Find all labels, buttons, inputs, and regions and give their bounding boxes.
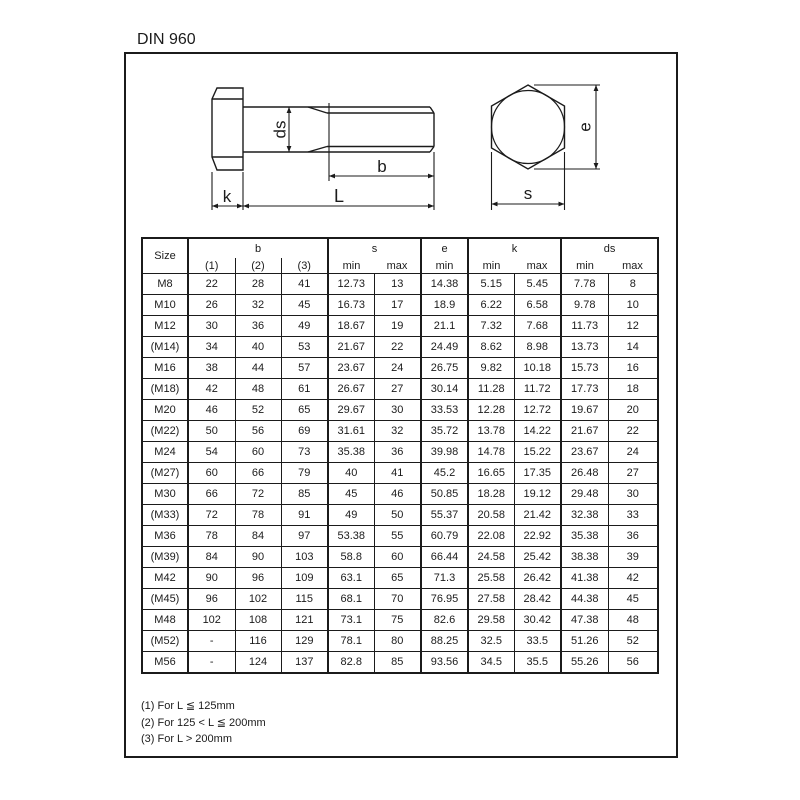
table-cell: 8.98 — [514, 337, 561, 358]
table-cell: 21.67 — [561, 421, 608, 442]
thread-runout — [308, 147, 327, 153]
table-cell: 44 — [235, 358, 281, 379]
col-header-b1: (1) — [188, 258, 235, 274]
table-row — [142, 652, 658, 674]
col-header-b2: (2) — [235, 258, 281, 274]
table-cell: 13 — [374, 274, 421, 295]
table-cell: 13.73 — [561, 337, 608, 358]
table-cell: 22 — [374, 337, 421, 358]
table-cell: 27.58 — [468, 589, 514, 610]
table-cell: 26 — [188, 295, 235, 316]
table-row — [142, 337, 658, 358]
table-cell: 61 — [281, 379, 328, 400]
table-cell: 90 — [188, 568, 235, 589]
table-cell: 21.67 — [328, 337, 374, 358]
table-cell: 75 — [374, 610, 421, 631]
table-row — [142, 274, 658, 295]
table-cell: M24 — [142, 442, 188, 463]
table-cell: M8 — [142, 274, 188, 295]
table-cell: 10.18 — [514, 358, 561, 379]
hex-outline — [492, 85, 565, 169]
table-cell: 44.38 — [561, 589, 608, 610]
table-row — [142, 316, 658, 337]
page-title: DIN 960 — [137, 31, 196, 48]
table-cell: 48 — [608, 610, 658, 631]
table-cell: 9.82 — [468, 358, 514, 379]
table-row — [142, 358, 658, 379]
table-cell: 121 — [281, 610, 328, 631]
table-cell: M56 — [142, 652, 188, 674]
table-cell: 116 — [235, 631, 281, 652]
footnote-1: (1) For L ≦ 125mm — [141, 700, 235, 712]
table-cell: 55.26 — [561, 652, 608, 674]
col-header-b: b — [188, 238, 328, 258]
table-cell: 50 — [374, 505, 421, 526]
table-cell: 70 — [374, 589, 421, 610]
table-cell: 60 — [235, 442, 281, 463]
col-header-size: Size — [154, 250, 176, 262]
col-header-e-min: min — [421, 258, 468, 274]
table-cell: 22.08 — [468, 526, 514, 547]
table-cell: (M22) — [142, 421, 188, 442]
table-cell: 47.38 — [561, 610, 608, 631]
thread-runout — [308, 107, 327, 113]
footnotes — [141, 698, 266, 748]
table-cell: (M14) — [142, 337, 188, 358]
table-cell: 30.42 — [514, 610, 561, 631]
table-cell: 96 — [235, 568, 281, 589]
table-cell: 97 — [281, 526, 328, 547]
table-cell: 49 — [328, 505, 374, 526]
table-cell: 35.5 — [514, 652, 561, 674]
dim-label-L: L — [333, 186, 345, 206]
table-cell: 30.14 — [421, 379, 468, 400]
side-view-arrowheads — [212, 107, 434, 208]
table-cell: 36 — [608, 526, 658, 547]
dim-label-s: s — [523, 184, 533, 203]
table-cell: 9.78 — [561, 295, 608, 316]
table-cell: 84 — [188, 547, 235, 568]
table-cell: 40 — [328, 463, 374, 484]
table-row — [142, 484, 658, 505]
footnote-2: (2) For 125 < L ≦ 200mm — [141, 716, 266, 729]
table-cell: 26.42 — [514, 568, 561, 589]
table-cell: 52 — [235, 400, 281, 421]
table-row — [142, 421, 658, 442]
table-cell: 34 — [188, 337, 235, 358]
table-cell: 24.49 — [421, 337, 468, 358]
table-cell: 45 — [281, 295, 328, 316]
table-cell: 46 — [374, 484, 421, 505]
dim-label-b: b — [377, 157, 387, 176]
table-cell: 76.95 — [421, 589, 468, 610]
table-cell: 32.38 — [561, 505, 608, 526]
table-cell: 12 — [608, 316, 658, 337]
table-cell: 108 — [235, 610, 281, 631]
table-cell: 50.85 — [421, 484, 468, 505]
table-cell: 24 — [374, 358, 421, 379]
table-cell: 73 — [281, 442, 328, 463]
table-cell: 53 — [281, 337, 328, 358]
table-cell: 63.1 — [328, 568, 374, 589]
table-cell: (M33) — [142, 505, 188, 526]
table-cell: 88.25 — [421, 631, 468, 652]
table-cell: 45 — [328, 484, 374, 505]
table-cell: 42 — [188, 379, 235, 400]
table-cell: 14.38 — [421, 274, 468, 295]
table-cell: 24 — [608, 442, 658, 463]
table-cell: 56 — [608, 652, 658, 674]
inscribed-circle — [492, 91, 565, 164]
table-cell: 30 — [374, 400, 421, 421]
table-cell: 91 — [281, 505, 328, 526]
table-cell: 41.38 — [561, 568, 608, 589]
table-cell: 22 — [188, 274, 235, 295]
table-cell: 26.48 — [561, 463, 608, 484]
dim-label-e: e — [575, 122, 595, 132]
table-cell: 31.61 — [328, 421, 374, 442]
table-cell: - — [188, 631, 235, 652]
table-cell: 28.42 — [514, 589, 561, 610]
table-cell: 29.67 — [328, 400, 374, 421]
table-cell: 33 — [608, 505, 658, 526]
end-view-arrowheads — [492, 85, 599, 206]
table-cell: 5.15 — [468, 274, 514, 295]
table-cell: 32 — [374, 421, 421, 442]
dim-label-k: k — [222, 187, 232, 206]
table-cell: 115 — [281, 589, 328, 610]
table-cell: M30 — [142, 484, 188, 505]
table-cell: 16.73 — [328, 295, 374, 316]
table-cell: 14 — [608, 337, 658, 358]
table-cell: 65 — [374, 568, 421, 589]
table-cell: 102 — [235, 589, 281, 610]
table-row — [142, 568, 658, 589]
table-cell: 78 — [188, 526, 235, 547]
table-cell: 15.73 — [561, 358, 608, 379]
table-cell: 21.42 — [514, 505, 561, 526]
table-cell: 22.92 — [514, 526, 561, 547]
table-cell: 129 — [281, 631, 328, 652]
table-cell: 26.75 — [421, 358, 468, 379]
dim-label-ds: ds — [270, 120, 290, 139]
col-header-s: s — [328, 238, 421, 258]
table-cell: 11.72 — [514, 379, 561, 400]
table-cell: 52 — [608, 631, 658, 652]
col-header-ds-min: min — [561, 258, 608, 274]
table-cell: 6.22 — [468, 295, 514, 316]
bolt-side-view — [212, 88, 434, 170]
size-table-body — [142, 274, 658, 674]
table-cell: 124 — [235, 652, 281, 674]
table-cell: 35.72 — [421, 421, 468, 442]
table-cell: 8 — [608, 274, 658, 295]
table-cell: 103 — [281, 547, 328, 568]
end-view-dimensions — [492, 85, 601, 210]
table-cell: 60 — [188, 463, 235, 484]
table-cell: 5.45 — [514, 274, 561, 295]
table-row — [142, 379, 658, 400]
table-cell: 28 — [235, 274, 281, 295]
table-cell: 93.56 — [421, 652, 468, 674]
table-row — [142, 589, 658, 610]
table-cell: 12.73 — [328, 274, 374, 295]
table-cell: 25.42 — [514, 547, 561, 568]
table-cell: 23.67 — [561, 442, 608, 463]
table-cell: 24.58 — [468, 547, 514, 568]
table-cell: 16 — [608, 358, 658, 379]
table-cell: 66.44 — [421, 547, 468, 568]
table-cell: 27 — [608, 463, 658, 484]
dimension-table — [141, 237, 659, 674]
table-cell: 23.67 — [328, 358, 374, 379]
table-cell: 19.67 — [561, 400, 608, 421]
table-cell: 17.35 — [514, 463, 561, 484]
table-cell: 19 — [374, 316, 421, 337]
table-cell: 38 — [188, 358, 235, 379]
table-cell: 19.12 — [514, 484, 561, 505]
table-row — [142, 400, 658, 421]
table-cell: M10 — [142, 295, 188, 316]
table-cell: 54 — [188, 442, 235, 463]
table-cell: 69 — [281, 421, 328, 442]
side-view-dimensions — [212, 103, 434, 210]
table-cell: 42 — [608, 568, 658, 589]
col-header-k-min: min — [468, 258, 514, 274]
table-row — [142, 526, 658, 547]
table-cell: 55.37 — [421, 505, 468, 526]
table-cell: 58.8 — [328, 547, 374, 568]
table-cell: 72 — [188, 505, 235, 526]
table-cell: 57 — [281, 358, 328, 379]
tip-chamfer — [430, 107, 434, 113]
table-cell: 18.28 — [468, 484, 514, 505]
table-row — [142, 442, 658, 463]
table-header — [142, 238, 658, 274]
table-cell: M20 — [142, 400, 188, 421]
table-cell: 36 — [374, 442, 421, 463]
table-cell: 82.6 — [421, 610, 468, 631]
table-cell: M48 — [142, 610, 188, 631]
table-cell: 21.1 — [421, 316, 468, 337]
col-header-s-min: min — [328, 258, 374, 274]
table-cell: 20.58 — [468, 505, 514, 526]
table-cell: 11.28 — [468, 379, 514, 400]
table-cell: 7.32 — [468, 316, 514, 337]
table-cell: 41 — [281, 274, 328, 295]
table-cell: 39 — [608, 547, 658, 568]
col-header-b3: (3) — [281, 258, 328, 274]
table-cell: M36 — [142, 526, 188, 547]
table-row — [142, 610, 658, 631]
table-cell: M16 — [142, 358, 188, 379]
table-cell: 41 — [374, 463, 421, 484]
table-cell: 45.2 — [421, 463, 468, 484]
table-cell: 51.26 — [561, 631, 608, 652]
table-cell: 73.1 — [328, 610, 374, 631]
table-cell: 66 — [188, 484, 235, 505]
table-cell: M12 — [142, 316, 188, 337]
table-row — [142, 547, 658, 568]
table-cell: (M52) — [142, 631, 188, 652]
table-cell: 14.78 — [468, 442, 514, 463]
table-cell: (M39) — [142, 547, 188, 568]
table-cell: 12.28 — [468, 400, 514, 421]
table-row — [142, 463, 658, 484]
table-cell: 85 — [374, 652, 421, 674]
table-cell: 109 — [281, 568, 328, 589]
table-cell: (M27) — [142, 463, 188, 484]
table-cell: 27 — [374, 379, 421, 400]
table-cell: 82.8 — [328, 652, 374, 674]
table-cell: 25.58 — [468, 568, 514, 589]
table-cell: - — [188, 652, 235, 674]
table-cell: 78.1 — [328, 631, 374, 652]
table-cell: 30 — [188, 316, 235, 337]
table-cell: 35.38 — [561, 526, 608, 547]
table-cell: 79 — [281, 463, 328, 484]
table-cell: 13.78 — [468, 421, 514, 442]
col-header-k-max: max — [514, 258, 561, 274]
table-cell: 36 — [235, 316, 281, 337]
table-cell: 40 — [235, 337, 281, 358]
table-cell: 7.68 — [514, 316, 561, 337]
table-cell: 11.73 — [561, 316, 608, 337]
table-cell: 26.67 — [328, 379, 374, 400]
table-cell: 46 — [188, 400, 235, 421]
table-cell: 39.98 — [421, 442, 468, 463]
table-cell: 45 — [608, 589, 658, 610]
table-cell: 18.67 — [328, 316, 374, 337]
table-cell: 68.1 — [328, 589, 374, 610]
table-row — [142, 505, 658, 526]
tip-chamfer — [430, 147, 434, 153]
table-cell: 84 — [235, 526, 281, 547]
table-cell: 30 — [608, 484, 658, 505]
bolt-end-view — [492, 85, 565, 169]
table-cell: 33.5 — [514, 631, 561, 652]
table-cell: 16.65 — [468, 463, 514, 484]
table-cell: 32 — [235, 295, 281, 316]
table-cell: 10 — [608, 295, 658, 316]
table-cell: 18 — [608, 379, 658, 400]
table-cell: 22 — [608, 421, 658, 442]
table-cell: 65 — [281, 400, 328, 421]
table-cell: 38.38 — [561, 547, 608, 568]
table-cell: 35.38 — [328, 442, 374, 463]
table-cell: 56 — [235, 421, 281, 442]
table-cell: 71.3 — [421, 568, 468, 589]
table-cell: 29.58 — [468, 610, 514, 631]
col-header-k: k — [468, 238, 561, 258]
table-cell: 49 — [281, 316, 328, 337]
table-cell: 12.72 — [514, 400, 561, 421]
table-cell: (M18) — [142, 379, 188, 400]
table-cell: 60 — [374, 547, 421, 568]
table-cell: 29.48 — [561, 484, 608, 505]
col-header-ds-max: max — [608, 258, 658, 274]
table-cell: 50 — [188, 421, 235, 442]
table-cell: 60.79 — [421, 526, 468, 547]
table-cell: 8.62 — [468, 337, 514, 358]
table-cell: 53.38 — [328, 526, 374, 547]
table-cell: 137 — [281, 652, 328, 674]
table-cell: 72 — [235, 484, 281, 505]
table-cell: 20 — [608, 400, 658, 421]
table-cell: 55 — [374, 526, 421, 547]
table-cell: 32.5 — [468, 631, 514, 652]
table-cell: (M45) — [142, 589, 188, 610]
table-row — [142, 631, 658, 652]
table-cell: 17 — [374, 295, 421, 316]
footnote-3: (3) For L > 200mm — [141, 733, 232, 745]
table-cell: 14.22 — [514, 421, 561, 442]
table-cell: 80 — [374, 631, 421, 652]
table-cell: 6.58 — [514, 295, 561, 316]
table-cell: 90 — [235, 547, 281, 568]
table-cell: M42 — [142, 568, 188, 589]
table-cell: 85 — [281, 484, 328, 505]
col-header-e: e — [421, 238, 468, 258]
table-cell: 78 — [235, 505, 281, 526]
table-cell: 33.53 — [421, 400, 468, 421]
table-cell: 48 — [235, 379, 281, 400]
col-header-s-max: max — [374, 258, 421, 274]
table-cell: 34.5 — [468, 652, 514, 674]
table-cell: 96 — [188, 589, 235, 610]
table-cell: 15.22 — [514, 442, 561, 463]
table-cell: 7.78 — [561, 274, 608, 295]
col-header-ds: ds — [561, 238, 658, 258]
table-cell: 66 — [235, 463, 281, 484]
table-row — [142, 295, 658, 316]
table-cell: 18.9 — [421, 295, 468, 316]
table-cell: 17.73 — [561, 379, 608, 400]
table-cell: 102 — [188, 610, 235, 631]
